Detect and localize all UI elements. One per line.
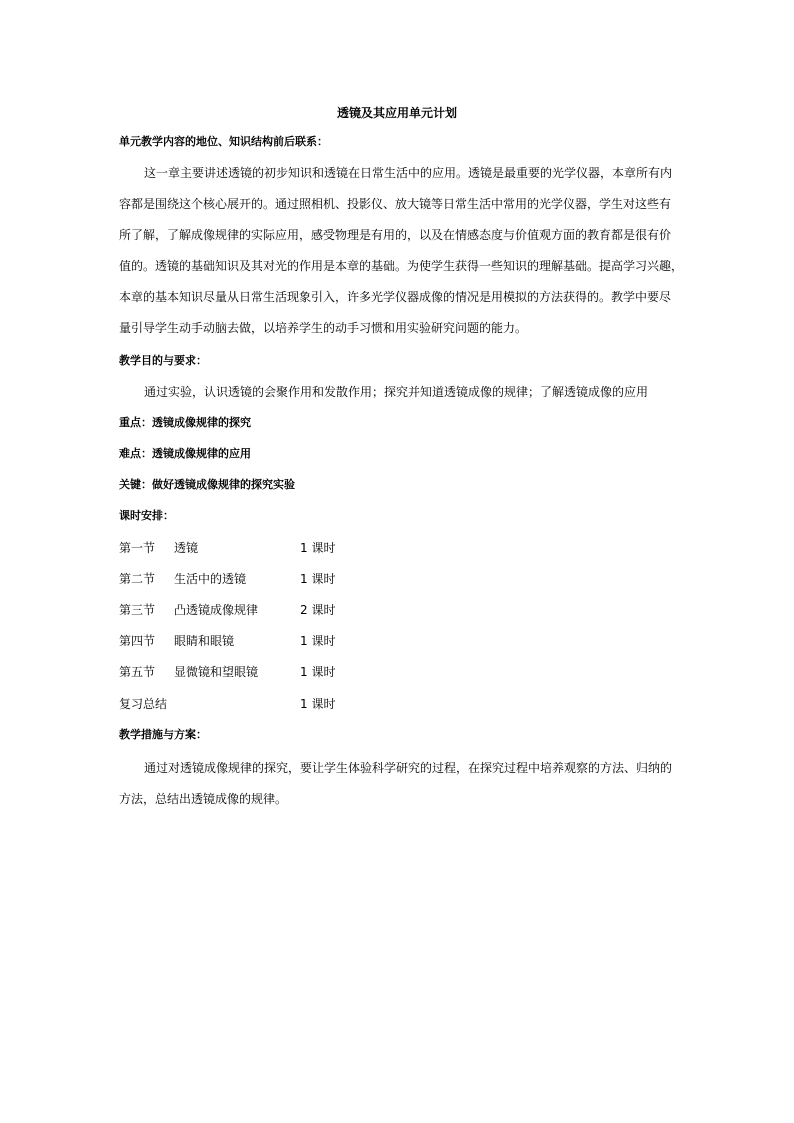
measures-paragraph-line: 通过对透镜成像规律的探究，要让学生体验科学研究的过程，在探究过程中培养观察的方法、归纳的 [144, 761, 673, 775]
schedule-lesson-name: 眼睛和眼镜 [174, 634, 235, 648]
schedule-section: 复习总结 [119, 697, 168, 711]
schedule-section: 第二节 [119, 572, 156, 586]
measures-heading: 教学措施与方案： [119, 728, 207, 741]
schedule-row [119, 663, 419, 681]
difficulty: 难点：透镜成像规律的应用 [119, 447, 251, 460]
goals-text: 通过实验，认识透镜的会聚作用和发散作用；探究并知道透镜成像的规律；了解透镜成像的应用 [144, 385, 649, 399]
status-heading: 单元教学内容的地位、知识结构前后联系： [119, 135, 328, 148]
schedule-section: 第一节 [119, 541, 156, 555]
schedule-section: 第四节 [119, 634, 156, 648]
crux: 关键：做好透镜成像规律的探究实验 [119, 478, 295, 491]
schedule-section: 第五节 [119, 665, 156, 679]
schedule-lesson-name: 凸透镜成像规律 [174, 603, 259, 617]
status-paragraph-line: 量引导学生动手动脑去做，以培养学生的动手习惯和用实验研究问题的能力。 [119, 321, 528, 335]
schedule-hours: 1 课时 [300, 665, 336, 679]
schedule-row [119, 695, 419, 713]
measures-paragraph-line: 方法，总结出透镜成像的规律。 [119, 792, 288, 806]
schedule-heading: 课时安排： [119, 509, 174, 522]
schedule-section: 第三节 [119, 603, 156, 617]
schedule-hours: 1 课时 [300, 697, 336, 711]
status-paragraph-line: 容都是围绕这个核心展开的。通过照相机、投影仪、放大镜等日常生活中常用的光学仪器，学生对这些有 [119, 197, 672, 211]
schedule-lesson-name: 显微镜和望眼镜 [174, 665, 259, 679]
document-title: 透镜及其应用单元计划 [336, 106, 457, 120]
status-paragraph-line: 所了解，了解成像规律的实际应用，感受物理是有用的，以及在情感态度与价值观方面的教育都是很有价 [119, 228, 672, 242]
schedule-row [119, 570, 419, 588]
schedule-row [119, 539, 419, 557]
schedule-hours: 1 课时 [300, 634, 336, 648]
status-paragraph-line: 本章的基本知识尽量从日常生活现象引入，许多光学仪器成像的情况是用模拟的方法获得的。教学中要尽 [119, 290, 672, 304]
schedule-hours: 1 课时 [300, 541, 336, 555]
status-paragraph-line: 值的。透镜的基础知识及其对光的作用是本章的基础。为使学生获得一些知识的理解基础。提高学习兴趣， [119, 259, 684, 273]
key-point: 重点：透镜成像规律的探究 [119, 416, 251, 429]
schedule-lesson-name: 生活中的透镜 [174, 572, 247, 586]
schedule-lesson-name: 透镜 [174, 541, 199, 555]
schedule-hours: 1 课时 [300, 572, 336, 586]
schedule-hours: 2 课时 [300, 603, 336, 617]
status-paragraph-line: 这一章主要讲述透镜的初步知识和透镜在日常生活中的应用。透镜是最重要的光学仪器，本章所有内 [144, 166, 673, 180]
goals-heading: 教学目的与要求： [119, 354, 207, 367]
schedule-row [119, 632, 419, 650]
schedule-row [119, 601, 419, 619]
